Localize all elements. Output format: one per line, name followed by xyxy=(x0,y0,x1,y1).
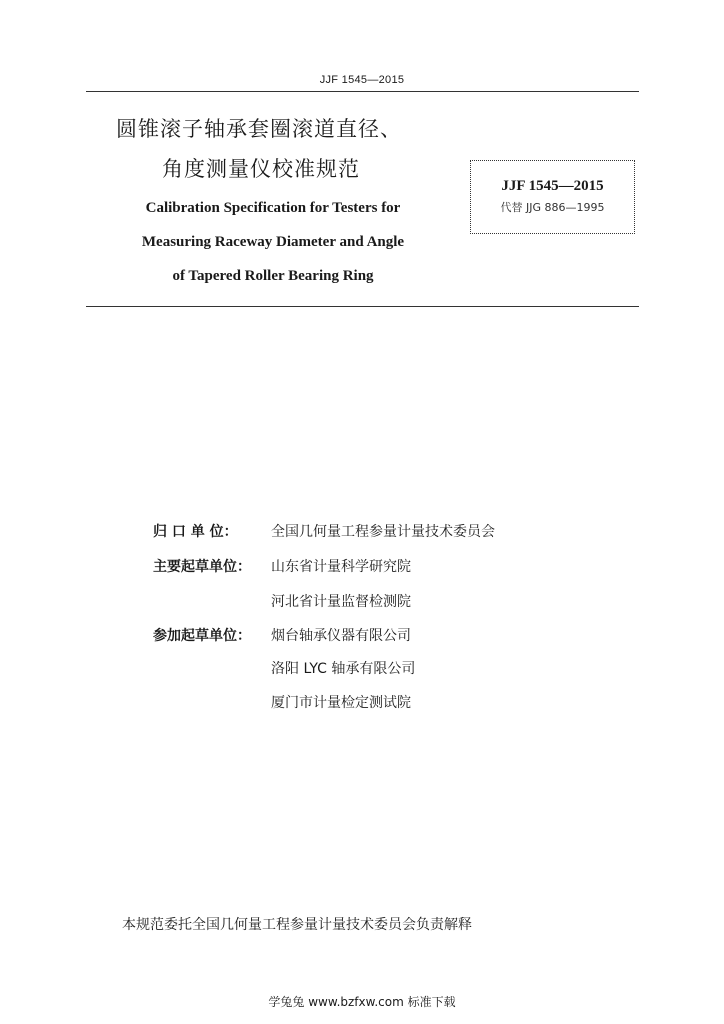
responsible-unit-row xyxy=(153,521,495,541)
participating-unit-value: 厦门市计量检定测试院 xyxy=(271,695,411,711)
header-divider xyxy=(86,91,639,92)
interpretation-note: 本规范委托全国几何量工程参量计量技术委员会负责解释 xyxy=(122,917,472,933)
participating-unit-value: 烟台轴承仪器有限公司 xyxy=(271,628,411,644)
title-english-line-3: of Tapered Roller Bearing Ring xyxy=(172,268,374,284)
standard-code-box xyxy=(470,160,635,234)
title-chinese-line-2: 角度测量仪校准规范 xyxy=(162,157,360,181)
title-chinese-line-1: 圆锥滚子轴承套圈滚道直径、 xyxy=(116,117,402,141)
participating-unit-label: 参加起草单位： xyxy=(153,628,251,644)
responsible-unit-value: 全国几何量工程参量计量技术委员会 xyxy=(271,524,495,540)
main-drafting-unit-row xyxy=(153,556,411,576)
responsible-unit-label: 归 口 单 位： xyxy=(153,524,238,540)
main-drafting-unit-value: 河北省计量监督检测院 xyxy=(271,594,411,610)
participating-unit-value: 洛阳 LYC 轴承有限公司 xyxy=(271,661,416,677)
title-divider xyxy=(86,306,639,307)
title-english-line-1: Calibration Specification for Testers for xyxy=(145,200,401,216)
replaced-standard-code: 代替 JJG 886—1995 xyxy=(500,201,605,214)
header-standard-code: JJF 1545—2015 xyxy=(319,74,405,86)
standard-code: JJF 1545—2015 xyxy=(501,178,604,194)
title-english-line-2: Measuring Raceway Diameter and Angle xyxy=(141,234,405,250)
page-footer: 学兔兔 www.bzfxw.com 标准下载 xyxy=(268,995,456,1009)
participating-unit-row xyxy=(153,625,411,645)
main-drafting-unit-value: 山东省计量科学研究院 xyxy=(271,559,411,575)
main-drafting-unit-label: 主要起草单位： xyxy=(153,559,251,575)
